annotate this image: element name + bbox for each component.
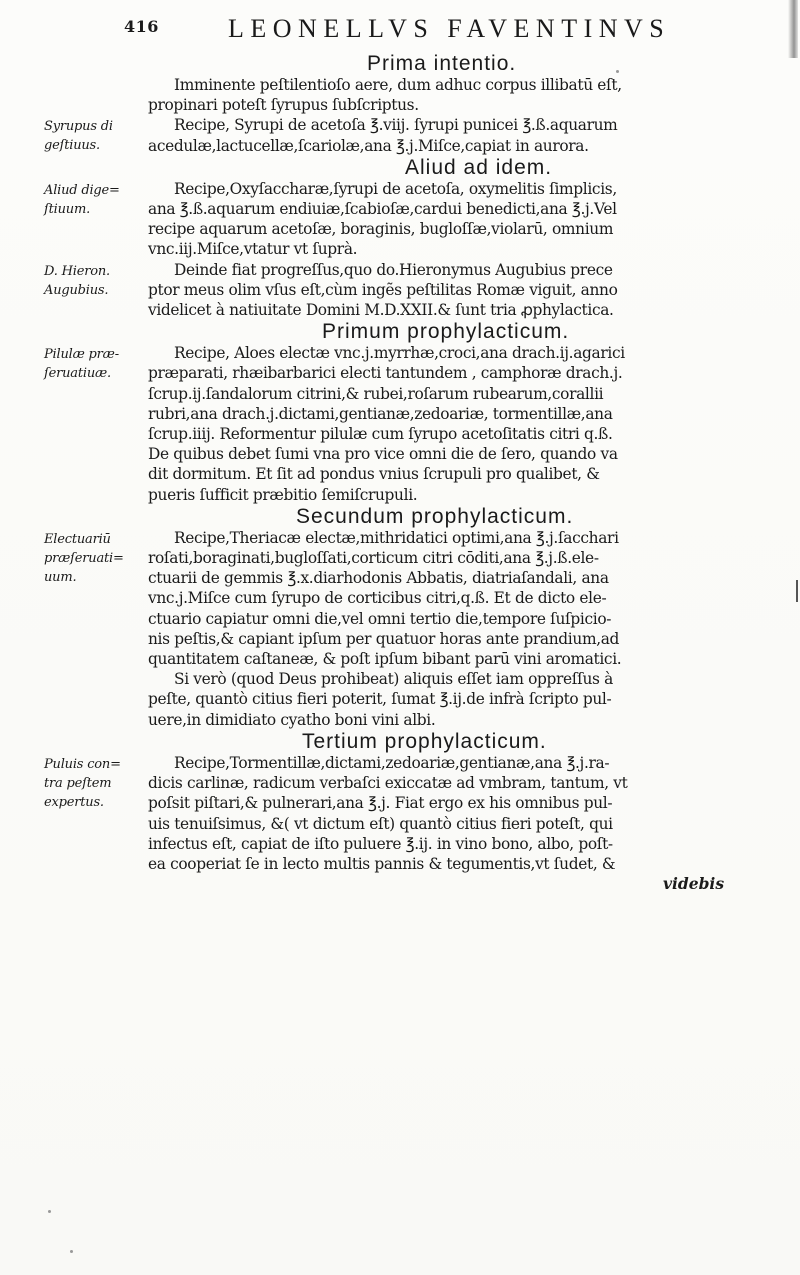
text-line: dit dormitum. Et ſit ad pondus vnius ſcrupuli pro qualibet, &	[148, 465, 600, 484]
text-line: De quibus debet ſumi vna pro vice omni die de ſero, quando va	[148, 445, 618, 464]
text-line: Recipe, Aloes electæ vnc.j.myrrhæ,croci,ana drach.ij.agarici	[174, 344, 625, 363]
text-line: ea cooperiat ſe in lecto multis pannis & tegumentis,vt ſudet, &	[148, 854, 616, 873]
text-line: ptor meus olim vſus eſt,cùm ingẽs peſtilitas Romæ viguit, anno	[148, 280, 618, 299]
text-line: uere,in dimidiato cyatho boni vini albi.	[148, 710, 436, 729]
paragraph	[0, 753, 800, 874]
section-heading: Prima intentio.	[367, 52, 517, 75]
page-edge-shadow	[788, 0, 798, 58]
page-number: 416	[124, 17, 159, 36]
margin-note: Electuariū	[44, 531, 111, 547]
text-line: rubri,ana drach.j.dictami,gentianæ,zedoariæ, tormentillæ,ana	[148, 404, 613, 423]
margin-note: uum.	[44, 569, 77, 585]
paragraph	[0, 115, 800, 155]
section-heading: Primum prophylacticum.	[322, 320, 570, 344]
section-heading: Aliud ad idem.	[405, 155, 553, 179]
text-line: Recipe,Tormentillæ,dictami,zedoariæ,gentianæ,ana ℥.j.ra-	[174, 753, 610, 772]
margin-note: Pilulæ præ-	[44, 347, 119, 363]
paragraph	[0, 260, 800, 321]
margin-note: ſeruatiuæ.	[44, 366, 111, 382]
margin-note: Puluis con=	[44, 756, 121, 772]
text-line: uis tenuiſsimus, &( vt dictum eſt) quantò citius fieri poteſt, qui	[148, 814, 613, 833]
text-line: propinari poteſt ſyrupus ſubſcriptus.	[148, 96, 419, 115]
text-line: Deinde fiat progreſſus,quo do.Hieronymus Augubius prece	[174, 260, 613, 279]
margin-note: D. Hieron.	[44, 263, 110, 279]
text-line: vnc.iij.Miſce,vtatur vt ſuprà.	[148, 240, 358, 259]
text-line: Imminente peſtilentioſo aere, dum adhuc corpus illibatū eſt,	[174, 76, 622, 94]
text-line: Recipe,Theriacæ electæ,mithridatici optimi,ana ℥.j.ſacchari	[174, 528, 619, 547]
paragraph	[0, 343, 800, 505]
margin-note: Augubius.	[44, 282, 109, 298]
text-line: ſcrup.ij.ſandalorum citrini,& rubei,roſarum rubearum,corallii	[148, 384, 604, 403]
margin-note: ſtiuum.	[44, 201, 90, 217]
text-line: recipe aquarum acetoſæ, boraginis, bugloſſæ,violarū, omnium	[148, 220, 614, 239]
paragraph	[0, 528, 800, 669]
text-line: roſati,boraginati,bugloſſati,corticum citri cōditi,ana ℥.j.ß.ele-	[148, 549, 599, 568]
catchword: videbis	[663, 874, 725, 894]
margin-note: Aliud dige=	[44, 182, 120, 198]
text-line: pueris ſufficit præbitio ſemiſcrupuli.	[148, 485, 418, 504]
paragraph	[0, 75, 800, 115]
text-line: ctuarii de gemmis ℥.x.diarhodonis Abbatis, diatriaſandali, ana	[148, 569, 609, 588]
text-line: videlicet à natiuitate Domini M.D.XXII.& ſunt tria ꝓphylactica.	[148, 301, 614, 320]
margin-note: præſeruati=	[44, 550, 124, 566]
margin-note: geſtiuus.	[44, 138, 100, 154]
text-line: poſsit piſtari,& pulnerari,ana ℥.j. Fiat ergo ex his omnibus pul-	[148, 794, 613, 813]
catchword-row	[0, 874, 800, 896]
text-line: quantitatem caſtaneæ, & poſt ipſum bibant parū vini aromatici.	[148, 650, 622, 669]
paragraph	[0, 179, 800, 260]
running-head: LEONELLVS FAVENTINVS	[228, 14, 671, 43]
section-heading: Secundum prophylacticum.	[296, 504, 574, 528]
text-line: ctuario capiatur omni die,vel omni tertio die,tempore ſuſpicio-	[148, 609, 612, 628]
section-heading: Tertium prophylacticum.	[302, 729, 547, 753]
text-line: præparati, rhæibarbarici electi tantundem , camphoræ drach.j.	[148, 364, 623, 383]
text-line: infectus eſt, capiat de iſto puluere ℥.ij. in vino bono, albo, poſt-	[148, 834, 613, 853]
ink-speck	[48, 1210, 51, 1213]
text-line: dicis carlinæ, radicum verbaſci exiccatæ ad vmbram, tantum, vt	[148, 774, 628, 793]
text-line: ſcrup.iiij. Reformentur pilulæ cum ſyrupo acetoſitatis citri q.ß.	[148, 425, 613, 444]
text-line: nis peſtis,& capiant ipſum per quatuor horas ante prandium,ad	[148, 629, 620, 648]
text-line: acedulæ,lactucellæ,ſcariolæ,ana ℥.j.Miſce,capiat in aurora.	[148, 136, 589, 155]
margin-note: tra peſtem	[44, 775, 112, 791]
ink-speck	[70, 1250, 73, 1253]
text-line: Recipe,Oxyſaccharæ,ſyrupi de acetoſa, oxymelitis ſimplicis,	[174, 179, 617, 198]
text-line: ana ℥.ß.aquarum endiuiæ,ſcabioſæ,cardui benedicti,ana ℥.j.Vel	[148, 200, 617, 219]
text-line: vnc.j.Miſce cum ſyrupo de corticibus citri,q.ß. Et de dicto ele-	[148, 589, 607, 608]
margin-note: Syrupus di	[44, 119, 113, 135]
text-line: peſte, quantò citius fieri poterit, ſumat ℥.ij.de infrà ſcripto pul-	[148, 690, 612, 709]
paragraph	[0, 669, 800, 730]
margin-note: expertus.	[44, 794, 104, 810]
text-line: Recipe, Syrupi de acetoſa ℥.viij. ſyrupi punicei ℥.ß.aquarum	[174, 116, 618, 135]
text-line: Si verò (quod Deus prohibeat) aliquis eſſet iam oppreſſus à	[174, 670, 613, 689]
main-text	[0, 52, 800, 896]
